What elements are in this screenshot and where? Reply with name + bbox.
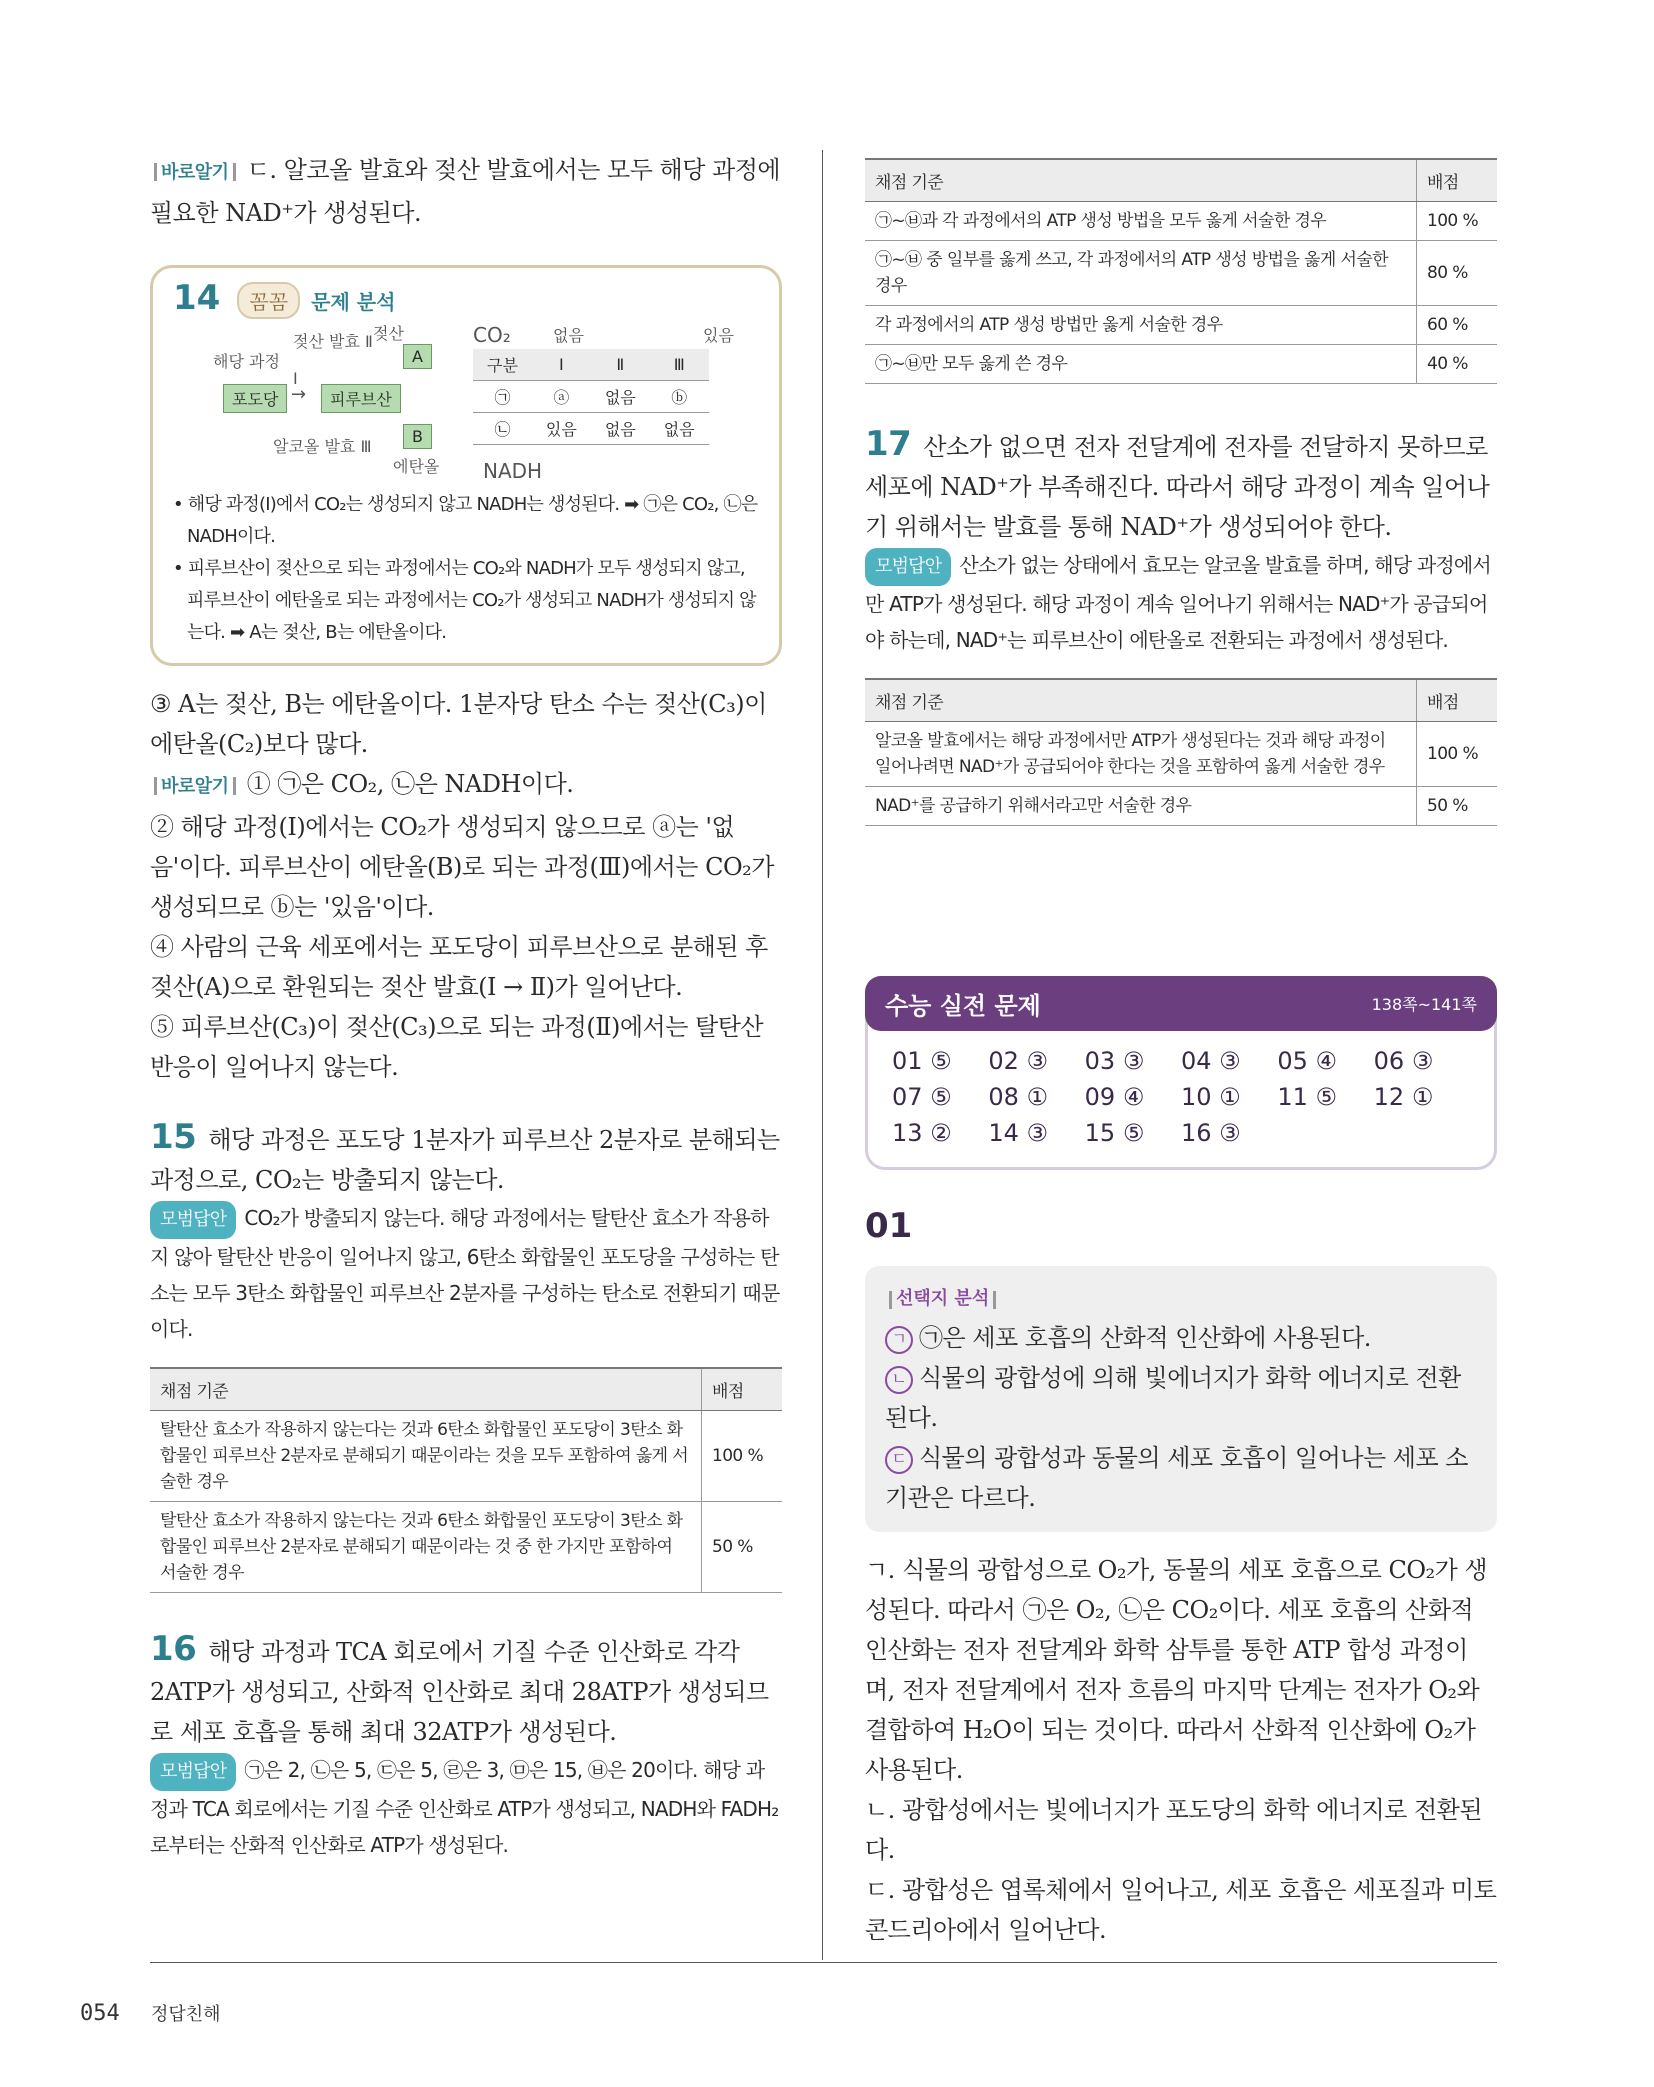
- intro-text: ㄷ. 알코올 발효와 젖산 발효에서는 모두 해당 과정에 필요한 NAD⁺가 생성된다.: [150, 156, 781, 227]
- td-criteria: 탈탄산 효소가 작용하지 않는다는 것과 6탄소 화합물인 포도당이 3탄소 화합물인 피루브산 2분자로 분해되기 때문이라는 것 중 한 가지만 포함하여 서술한 경우: [150, 1502, 702, 1593]
- A-box: A: [403, 344, 432, 369]
- q17-number: 17: [865, 424, 912, 464]
- label-nadh: NADH: [483, 459, 543, 483]
- choice-tag: 선택지 분석: [896, 1288, 990, 1309]
- answer-item: 09 ④: [1084, 1083, 1145, 1111]
- pyruvate-box: 피루브산: [321, 384, 401, 413]
- q01-choice-box: [865, 1266, 1497, 1532]
- label-lactic-ferm: 젖산 발효 Ⅱ: [293, 332, 373, 351]
- dt-cell: ㉡: [473, 413, 532, 445]
- th-criteria: 채점 기준: [150, 1368, 702, 1411]
- suneung-answer-grid: [868, 1031, 1494, 1167]
- left-column: [150, 150, 782, 1863]
- label-none: 없음: [553, 326, 584, 345]
- answer-item: 15 ⑤: [1084, 1119, 1145, 1147]
- td-points: 100 %: [702, 1411, 783, 1502]
- q16-answer-wrap: [150, 1752, 782, 1863]
- dt-h2: Ⅱ: [591, 349, 650, 381]
- baro-tag-2: 바로알기: [161, 776, 229, 797]
- dt-cell: 없음: [591, 413, 650, 445]
- column-divider: [822, 150, 823, 1960]
- model-answer-pill: 모범답안: [150, 1201, 236, 1239]
- q14-p4: ④ 사람의 근육 세포에서는 포도당이 피루브산으로 분해된 후 젖산(A)으로 환원되는 젖산 발효(Ⅰ → Ⅱ)가 일어난다.: [150, 933, 768, 1001]
- q16-number: 16: [150, 1629, 197, 1669]
- q14-p2: ① ㉠은 CO₂, ㉡은 NADH이다.: [246, 770, 574, 798]
- answer-item: 08 ①: [988, 1083, 1049, 1111]
- choice-mark-icon: ㄱ: [885, 1326, 913, 1354]
- label-ethanol: 에탄올: [393, 457, 440, 476]
- answer-item: 12 ①: [1373, 1083, 1434, 1111]
- td-points: 50 %: [702, 1502, 783, 1593]
- td-points: 60 %: [1417, 306, 1498, 345]
- q16-text-wrap: [150, 1629, 782, 1752]
- q14-title: 문제 분석: [311, 290, 396, 314]
- dt-cell: 없음: [591, 381, 650, 413]
- q14-bullet-1: • 해당 과정(Ⅰ)에서 CO₂는 생성되지 않고 NADH는 생성된다. ➡ ㉠은 CO₂, ㉡은 NADH이다.: [173, 494, 758, 547]
- th-criteria: 채점 기준: [865, 159, 1417, 202]
- page-number: 054: [80, 2001, 120, 2026]
- td-criteria: ㉠~㉥과 각 과정에서의 ATP 생성 방법을 모두 옳게 서술한 경우: [865, 202, 1417, 241]
- answer-item: 14 ③: [988, 1119, 1049, 1147]
- q01-p1: ㄱ. 식물의 광합성으로 O₂가, 동물의 세포 호흡으로 CO₂가 생성된다. 따라서 ㉠은 O₂, ㉡은 CO₂이다. 세포 호흡의 산화적 인산화는 전자 전달계와 화학 삼투를 통한 ATP 합성 과정이며, 전자 전달계에서 전자 흐름의 마지막 단계는 전자가 O₂와 결합하여 H₂O이 되는 것이다. 따라서 산화적 인산화에 O₂가 사용된다.: [865, 1556, 1488, 1784]
- label-exist: 있음: [703, 326, 734, 345]
- page-footer: [80, 2000, 221, 2026]
- right-column: [865, 158, 1497, 1950]
- answer-item: 16 ③: [1181, 1119, 1241, 1147]
- answer-item: 06 ③: [1373, 1047, 1434, 1075]
- answer-item: 01 ⑤: [892, 1047, 952, 1075]
- td-criteria: ㉠~㉥ 중 일부를 옳게 쓰고, 각 과정에서의 ATP 생성 방법을 옳게 서술한 경우: [865, 241, 1417, 306]
- td-criteria: ㉠~㉥만 모두 옳게 쓴 경우: [865, 345, 1417, 384]
- td-points: 80 %: [1417, 241, 1498, 306]
- choice-1: ㄱ ㉠은 세포 호흡의 산화적 인산화에 사용된다.: [885, 1318, 1479, 1358]
- suneung-answer-panel: [865, 976, 1497, 1170]
- q17-score-table: [865, 678, 1497, 826]
- label-alcohol-ferm: 알코올 발효 Ⅲ: [273, 437, 372, 456]
- q16-answer: ㉠은 2, ㉡은 5, ㉢은 5, ㉣은 3, ㉤은 15, ㉥은 20이다. 해당 과정과 TCA 회로에서는 기질 수준 인산화로 ATP가 생성되고, NADH와 FADH₂로부터는 산화적 인산화로 ATP가 생성된다.: [150, 1758, 779, 1857]
- q14-number: 14: [173, 278, 221, 318]
- fermentation-diagram: 해당 과정 젖산 발효 Ⅱ Ⅰ 포도당 → 피루브산 젖산 A B 알코올 발효 Ⅲ 에탄올 CO₂ 없음 있음 구분 Ⅰ Ⅱ Ⅲ ㉠ ⓐ 없음 ⓑ ㉡ 있음 없음 없음 NADH: [213, 323, 734, 483]
- answer-item: 04 ③: [1181, 1047, 1241, 1075]
- model-answer-pill: 모범답안: [150, 1753, 236, 1791]
- q01-p3: ㄷ. 광합성은 엽록체에서 일어나고, 세포 호흡은 세포질과 미토콘드리아에서 일어난다.: [865, 1876, 1497, 1944]
- diagram-table: [473, 349, 709, 445]
- dt-cell: ㉠: [473, 381, 532, 413]
- footer-title: 정답친해: [151, 2004, 221, 2025]
- answer-item: 10 ①: [1181, 1083, 1241, 1111]
- q14-p2-wrap: [150, 764, 782, 807]
- td-criteria: 탈탄산 효소가 작용하지 않는다는 것과 6탄소 화합물인 포도당이 3탄소 화합물인 피루브산 2분자로 분해되기 때문이라는 것을 모두 포함하여 옳게 서술한 경우: [150, 1411, 702, 1502]
- q17-answer-wrap: [865, 547, 1497, 658]
- q16-text: 해당 과정과 TCA 회로에서 기질 수준 인산화로 각각 2ATP가 생성되고, 산화적 인산화로 최대 28ATP가 생성되므로 세포 호흡을 통해 최대 32ATP가 생성된다.: [150, 1638, 769, 1746]
- td-criteria: NAD⁺를 공급하기 위해서라고만 서술한 경우: [865, 787, 1417, 826]
- intro-paragraph: [150, 150, 782, 233]
- q14-p3: ② 해당 과정(Ⅰ)에서는 CO₂가 생성되지 않으므로 ⓐ는 '없음'이다. 피루브산이 에탄올(B)로 되는 과정(Ⅲ)에서는 CO₂가 생성되므로 ⓑ는 '있음'이다.: [150, 813, 774, 921]
- dt-h3: Ⅲ: [650, 349, 709, 381]
- choice-tag-wrap: [885, 1284, 1479, 1310]
- answer-item: 03 ③: [1084, 1047, 1145, 1075]
- suneung-title: 수능 실전 문제: [885, 992, 1041, 1020]
- q16-score-table: [865, 158, 1497, 384]
- dt-h1: Ⅰ: [532, 349, 591, 381]
- q15-text-wrap: [150, 1117, 782, 1200]
- q14-header: [173, 278, 759, 319]
- answer-item: 13 ②: [892, 1119, 952, 1147]
- td-criteria: 알코올 발효에서는 해당 과정에서만 ATP가 생성된다는 것과 해당 과정이 일어나려면 NAD⁺가 공급되어야 한다는 것을 포함하여 옳게 서술한 경우: [865, 722, 1417, 787]
- q01-header: [865, 1206, 1497, 1246]
- th-points: 배점: [1417, 679, 1498, 722]
- td-criteria: 각 과정에서의 ATP 생성 방법만 옳게 서술한 경우: [865, 306, 1417, 345]
- choice-mark-icon: ㄷ: [885, 1446, 913, 1474]
- q15-answer-wrap: [150, 1200, 782, 1347]
- q15-text: 해당 과정은 포도당 1분자가 피루브산 2분자로 분해되는 과정으로, CO₂는 방출되지 않는다.: [150, 1126, 780, 1194]
- label-glycolysis: 해당 과정: [213, 352, 280, 371]
- q15-score-table: [150, 1367, 782, 1593]
- q17-text: 산소가 없으면 전자 전달계에 전자를 전달하지 못하므로 세포에 NAD⁺가 부족해진다. 따라서 해당 과정이 계속 일어나기 위해서는 발효를 통해 NAD⁺가 생성되어야 한다.: [865, 433, 1490, 541]
- choice-mark-icon: ㄴ: [885, 1366, 913, 1394]
- label-co2: CO₂: [473, 323, 511, 347]
- th-points: 배점: [1417, 159, 1498, 202]
- q01-p2: ㄴ. 광합성에서는 빛에너지가 포도당의 화학 에너지로 전환된다.: [865, 1796, 1483, 1864]
- B-box: B: [403, 424, 432, 449]
- answer-item: 07 ⑤: [892, 1083, 952, 1111]
- q17-answer: 산소가 없는 상태에서 효모는 알코올 발효를 하며, 해당 과정에서만 ATP가 생성된다. 해당 과정이 계속 일어나기 위해서는 NAD⁺가 공급되어야 하는데, NAD⁺는 피루브산이 에탄올로 전환되는 과정에서 생성된다.: [865, 553, 1491, 652]
- baro-tag: 바로알기: [161, 162, 229, 183]
- bottom-rule: [150, 1962, 1497, 1963]
- q14-p1: ③ A는 젖산, B는 에탄올이다. 1분자당 탄소 수는 젖산(C₃)이 에탄올(C₂)보다 많다.: [150, 690, 767, 758]
- dt-h0: 구분: [473, 349, 532, 381]
- kkom-badge: 꼼꼼: [237, 282, 300, 319]
- td-points: 100 %: [1417, 202, 1498, 241]
- choice-2: ㄴ 식물의 광합성에 의해 빛에너지가 화학 에너지로 전환된다.: [885, 1364, 1461, 1432]
- th-points: 배점: [702, 1368, 783, 1411]
- suneung-header: [865, 976, 1497, 1031]
- q14-analysis-box: [150, 265, 782, 666]
- label-roman1: Ⅰ: [293, 369, 298, 388]
- label-lactic: 젖산: [373, 324, 404, 343]
- answer-item: 11 ⑤: [1277, 1083, 1338, 1111]
- td-points: 100 %: [1417, 722, 1498, 787]
- td-points: 40 %: [1417, 345, 1498, 384]
- q15-answer: CO₂가 방출되지 않는다. 해당 과정에서는 탈탄산 효소가 작용하지 않아 탈탄산 반응이 일어나지 않고, 6탄소 화합물인 포도당을 구성하는 탄소는 모두 3탄소 화합물인 피루브산 2분자를 구성하는 탄소로 전환되기 때문이다.: [150, 1206, 780, 1341]
- dt-cell: 있음: [532, 413, 591, 445]
- q14-bullet-2: • 피루브산이 젖산으로 되는 과정에서는 CO₂와 NADH가 모두 생성되지 않고, 피루브산이 에탄올로 되는 과정에서는 CO₂가 생성되고 NADH가 생성되지 않는다. ➡ A는 젖산, B는 에탄올이다.: [173, 558, 756, 643]
- dt-cell: ⓐ: [532, 381, 591, 413]
- answer-item: 02 ③: [988, 1047, 1049, 1075]
- dt-cell: 없음: [650, 413, 709, 445]
- q15-number: 15: [150, 1117, 197, 1157]
- q01-number: 01: [865, 1206, 913, 1246]
- choice-3: ㄷ 식물의 광합성과 동물의 세포 호흡이 일어나는 세포 소기관은 다르다.: [885, 1444, 1468, 1512]
- td-points: 50 %: [1417, 787, 1498, 826]
- answer-item: 05 ④: [1277, 1047, 1338, 1075]
- th-criteria: 채점 기준: [865, 679, 1417, 722]
- q14-p5: ⑤ 피루브산(C₃)이 젖산(C₃)으로 되는 과정(Ⅱ)에서는 탈탄산 반응이 일어나지 않는다.: [150, 1013, 764, 1081]
- dt-cell: ⓑ: [650, 381, 709, 413]
- q17-text-wrap: [865, 424, 1497, 547]
- model-answer-pill: 모범답안: [865, 548, 951, 586]
- suneung-pages: 138쪽~141쪽: [1371, 995, 1477, 1014]
- glucose-box: 포도당: [223, 384, 287, 413]
